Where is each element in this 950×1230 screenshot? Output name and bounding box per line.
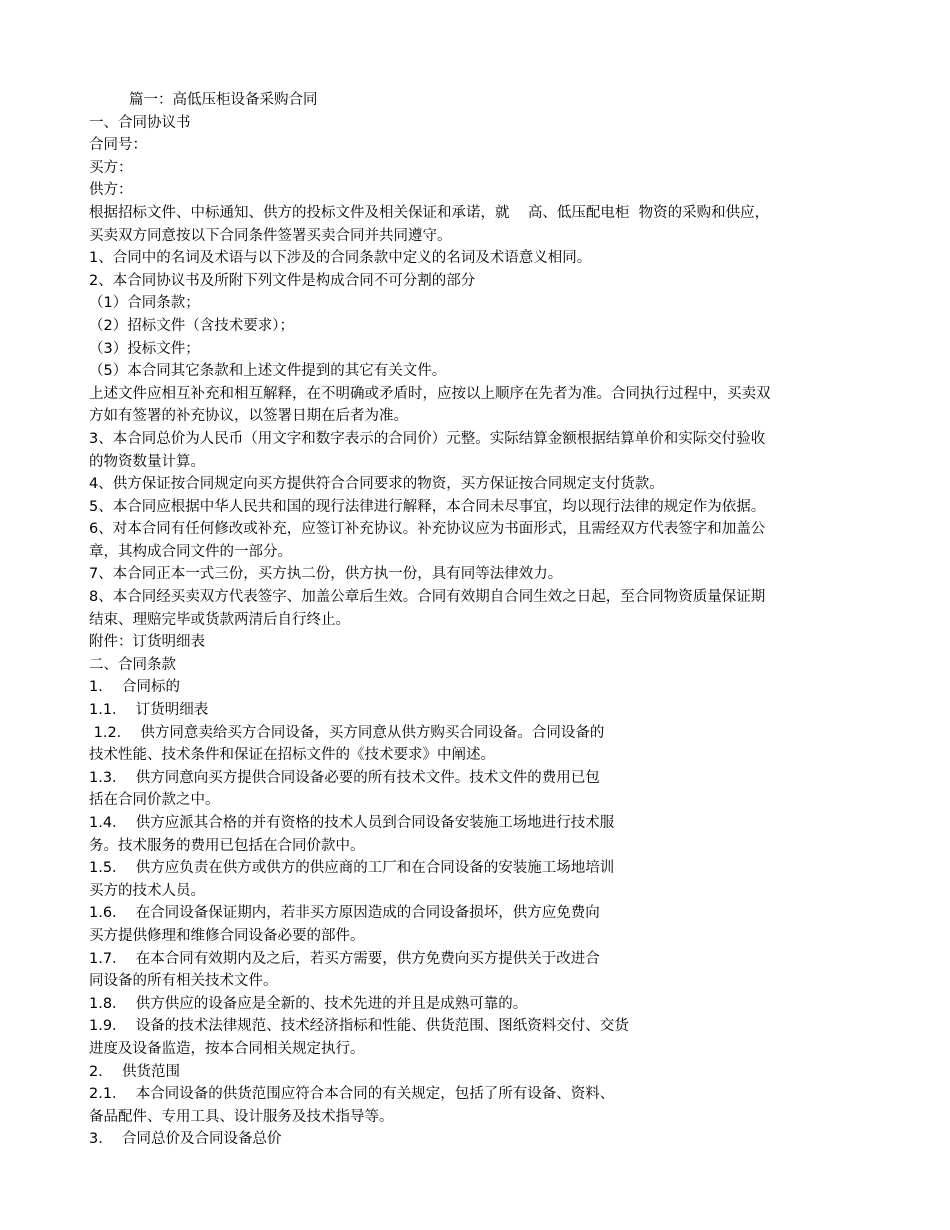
- text-line: （3）投标文件；: [89, 340, 200, 357]
- text-line: 1.2． 供方同意卖给买方合同设备，买方同意从供方购买合同设备。合同设备的: [89, 724, 605, 741]
- text-line: 同设备的所有相关技术文件。: [89, 973, 278, 990]
- text-line: 6、对本合同有任何修改或补充，应签订补充协议。补充协议应为书面形式，且需经双方代表签字和加盖公: [89, 521, 766, 538]
- text-line: 买卖双方同意按以下合同条件签署买卖合同并共同遵守。: [89, 227, 452, 244]
- document-title: 篇一：高低压柜设备采购合同: [129, 92, 318, 108]
- text-line: 3、本合同总价为人民币（用文字和数字表示的合同价）元整。实际结算金额根据结算单价和实际交付验收: [89, 430, 766, 447]
- text-line: 供方：: [89, 182, 133, 199]
- text-line: 7、本合同正本一式三份，买方执二份，供方执一份，具有同等法律效力。: [89, 566, 563, 583]
- text-line: （2）招标文件（含技术要求）；: [89, 317, 294, 334]
- text-line: 1.3． 供方同意向买方提供合同设备必要的所有技术文件。技术文件的费用已包: [89, 769, 600, 786]
- text-line: 5、本合同应根据中华人民共和国的现行法律进行解释，本合同未尽事宜，均以现行法律的规定作为依据。: [89, 498, 766, 515]
- text-line: 1． 合同标的: [89, 679, 180, 696]
- text-line: 附件：订货明细表: [89, 634, 205, 651]
- text-line: 合同号：: [89, 137, 147, 154]
- text-line: 1.8． 供方供应的设备应是全新的、技术先进的并且是成熟可靠的。: [89, 995, 528, 1012]
- text-line: 务。技术服务的费用已包括在合同价款中。: [89, 837, 365, 854]
- text-line: 进度及设备监造，按本合同相关规定执行。: [89, 1040, 365, 1057]
- text-line: 1.1． 订货明细表: [89, 702, 209, 719]
- text-line: 1.5． 供方应负责在供方或供方的供应商的工厂和在合同设备的安装施工场地培训: [89, 860, 615, 877]
- text-line: 备品配件、专用工具、设计服务及技术指导等。: [89, 1108, 394, 1125]
- text-line: 8、本合同经买卖双方代表签字、加盖公章后生效。合同有效期自合同生效之日起，至合同物资质量保证期: [89, 589, 766, 606]
- text-line: 根据招标文件、中标通知、供方的投标文件及相关保证和承诺，就 高、低压配电柜 物资的采购和供应，: [89, 204, 770, 221]
- text-line: 2． 供货范围: [89, 1063, 180, 1080]
- text-line: 一、合同协议书: [89, 114, 191, 131]
- text-line: 1.6． 在合同设备保证期内，若非买方原因造成的合同设备损坏，供方应免费向: [89, 905, 600, 922]
- text-line: 1.7． 在本合同有效期内及之后，若买方需要，供方免费向买方提供关于改进合: [89, 950, 600, 967]
- text-line: 买方的技术人员。: [89, 882, 205, 899]
- text-line: 章，其构成合同文件的一部分。: [89, 543, 292, 560]
- text-line: 上述文件应相互补充和相互解释，在不明确或矛盾时，应按以上顺序在先者为准。合同执行过程中，买卖双: [89, 385, 771, 402]
- text-line: 二、合同条款: [89, 656, 176, 673]
- text-line: 3． 合同总价及合同设备总价: [89, 1131, 282, 1148]
- text-line: 的物资数量计算。: [89, 453, 205, 470]
- text-line: 1、合同中的名词及术语与以下涉及的合同条款中定义的名词及术语意义相同。: [89, 250, 592, 267]
- text-line: 括在合同价款之中。: [89, 792, 220, 809]
- text-line: （5）本合同其它条款和上述文件提到的其它有关文件。: [89, 363, 447, 380]
- text-line: 方如有签署的补充协议，以签署日期在后者为准。: [89, 408, 408, 425]
- text-line: 技术性能、技术条件和保证在招标文件的《技术要求》中阐述。: [89, 747, 495, 764]
- text-line: 买方提供修理和维修合同设备必要的部件。: [89, 927, 365, 944]
- text-line: 2、本合同协议书及所附下列文件是构成合同不可分割的部分: [89, 272, 476, 289]
- text-line: 1.4． 供方应派其合格的并有资格的技术人员到合同设备安装施工场地进行技术服: [89, 815, 615, 831]
- text-line: 结束、理赔完毕或货款两清后自行终止。: [89, 611, 350, 628]
- text-line: 1.9． 设备的技术法律规范、技术经济指标和性能、供货范围、图纸资料交付、交货: [89, 1018, 629, 1035]
- text-line: 4、供方保证按合同规定向买方提供符合合同要求的物资，买方保证按合同规定支付货款。: [89, 476, 664, 493]
- text-line: 买方：: [89, 159, 133, 176]
- document-body: [89, 89, 869, 1151]
- text-line: （1）合同条款；: [89, 295, 200, 312]
- text-line: 2.1． 本合同设备的供货范围应符合本合同的有关规定，包括了所有设备、资料、: [89, 1086, 615, 1103]
